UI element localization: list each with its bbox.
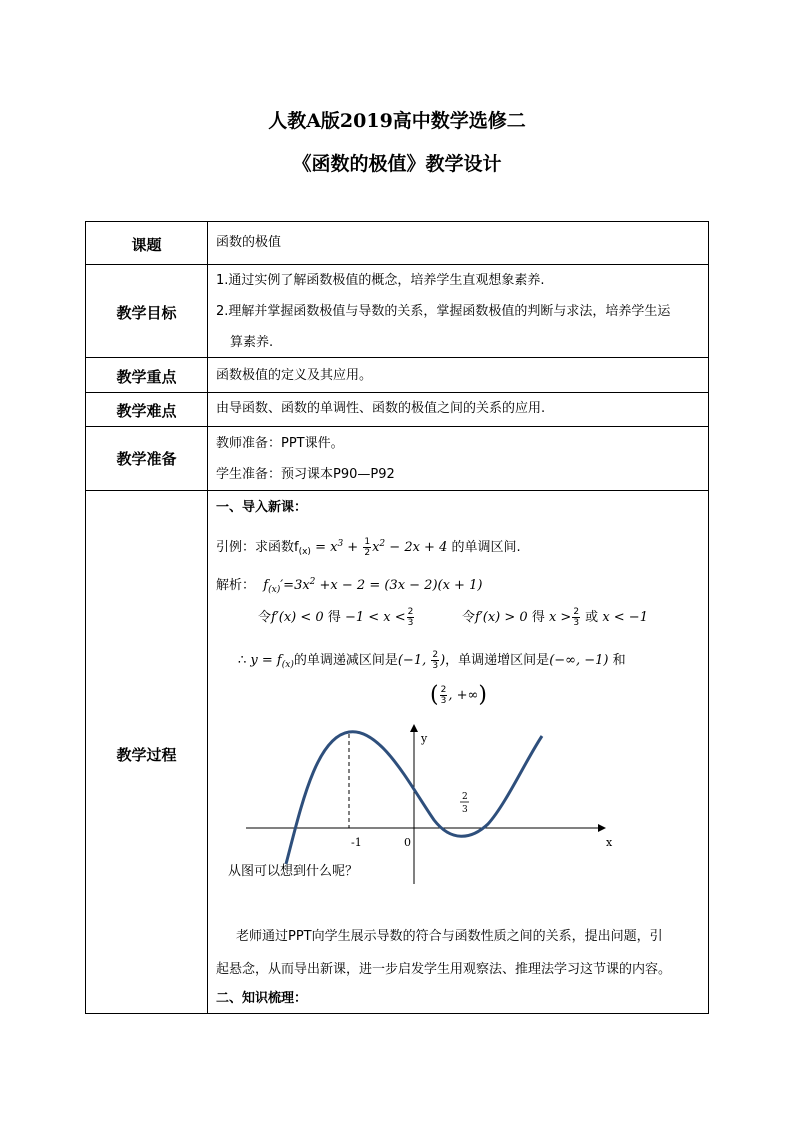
row-divider xyxy=(86,392,708,393)
solution-line: 解析： $f_{(x)}'=3x^2 +x - 2 = (3x - 2)(x + 1)$ xyxy=(216,577,483,595)
goals-line3: 算素养. xyxy=(230,335,274,350)
difficulty-label: 教学难点 xyxy=(116,402,177,420)
example-line: 引例：求函数$f_{(x)} = x^3$ + $\frac{1}{2}$ $x^2 - 2x + 4$ 的单调区间. xyxy=(216,537,521,558)
y-axis-label: y xyxy=(421,732,428,745)
row-divider xyxy=(86,426,708,427)
solution-prefix: 解析： xyxy=(216,578,256,593)
example-suffix: 的单调区间. xyxy=(447,540,521,555)
paragraph-line1: 老师通过PPT向学生展示导数的符合与函数性质之间的关系，提出问题，引 xyxy=(236,929,663,944)
column-divider xyxy=(207,222,208,1013)
x-axis-arrow xyxy=(598,824,606,832)
preparation-label: 教学准备 xyxy=(116,450,177,468)
document-title-line1: 人教A版2019高中数学选修二 xyxy=(268,110,526,132)
step-a: 令f′(x) < 0 得 −1 < x < $\frac{2}{3}$ xyxy=(258,607,414,628)
student-preparation: 学生准备：预习课本P90—P92 xyxy=(216,467,395,482)
row-divider xyxy=(86,490,708,491)
graph-caption: 从图可以想到什么呢？ xyxy=(228,864,359,879)
y-axis-arrow xyxy=(410,724,418,732)
lesson-plan-table xyxy=(85,221,709,1014)
goals-line1: 1.通过实例了解函数极值的概念，培养学生直观想象素养. xyxy=(216,273,545,288)
key-point-label: 教学重点 xyxy=(116,368,177,386)
paragraph-line2: 起悬念，从而导出新课，进一步启发学生用观察法、推理法学习这节课的内容。 xyxy=(216,962,672,977)
tick-label-zero: 0 xyxy=(404,836,411,849)
goals-line2: 2.理解并掌握函数极值与导数的关系，掌握函数极值的判断与求法，培养学生运 xyxy=(216,304,671,319)
row-divider xyxy=(86,357,708,358)
topic-value: 函数的极值 xyxy=(216,235,282,250)
document-title-line2: 《函数的极值》教学设计 xyxy=(292,153,502,175)
row-divider xyxy=(86,264,708,265)
difficulty-value: 由导函数、函数的单调性、函数的极值之间的关系的应用. xyxy=(216,401,546,416)
goals-label: 教学目标 xyxy=(116,304,177,322)
section-intro-heading: 一、导入新课： xyxy=(216,500,308,515)
tick-label-two-thirds-den: 3 xyxy=(462,805,468,815)
section-knowledge-heading: 二、知识梳理： xyxy=(216,991,308,1006)
process-label: 教学过程 xyxy=(116,746,177,764)
conclusion-line: ∴ $y = f_{(x)}$的单调递减区间是(−1, $\frac{2}{3}$ )，单调递增区间是(−∞, −1) 和 xyxy=(238,650,626,671)
step-b: 令f′(x) > 0 得 x > $\frac{2}{3}$ 或 x < −1 xyxy=(462,607,648,628)
tick-label-neg1: -1 xyxy=(351,836,362,849)
topic-label: 课题 xyxy=(131,236,162,254)
x-axis-label: x xyxy=(606,836,613,849)
teacher-preparation: 教师准备：PPT课件。 xyxy=(216,436,344,451)
tick-label-two-thirds-num: 2 xyxy=(462,792,468,802)
key-point-value: 函数极值的定义及其应用。 xyxy=(216,368,373,383)
interval-right: ( $\frac{2}{3}$ , +∞) xyxy=(430,682,487,708)
example-prefix: 引例：求函数f xyxy=(216,540,299,555)
